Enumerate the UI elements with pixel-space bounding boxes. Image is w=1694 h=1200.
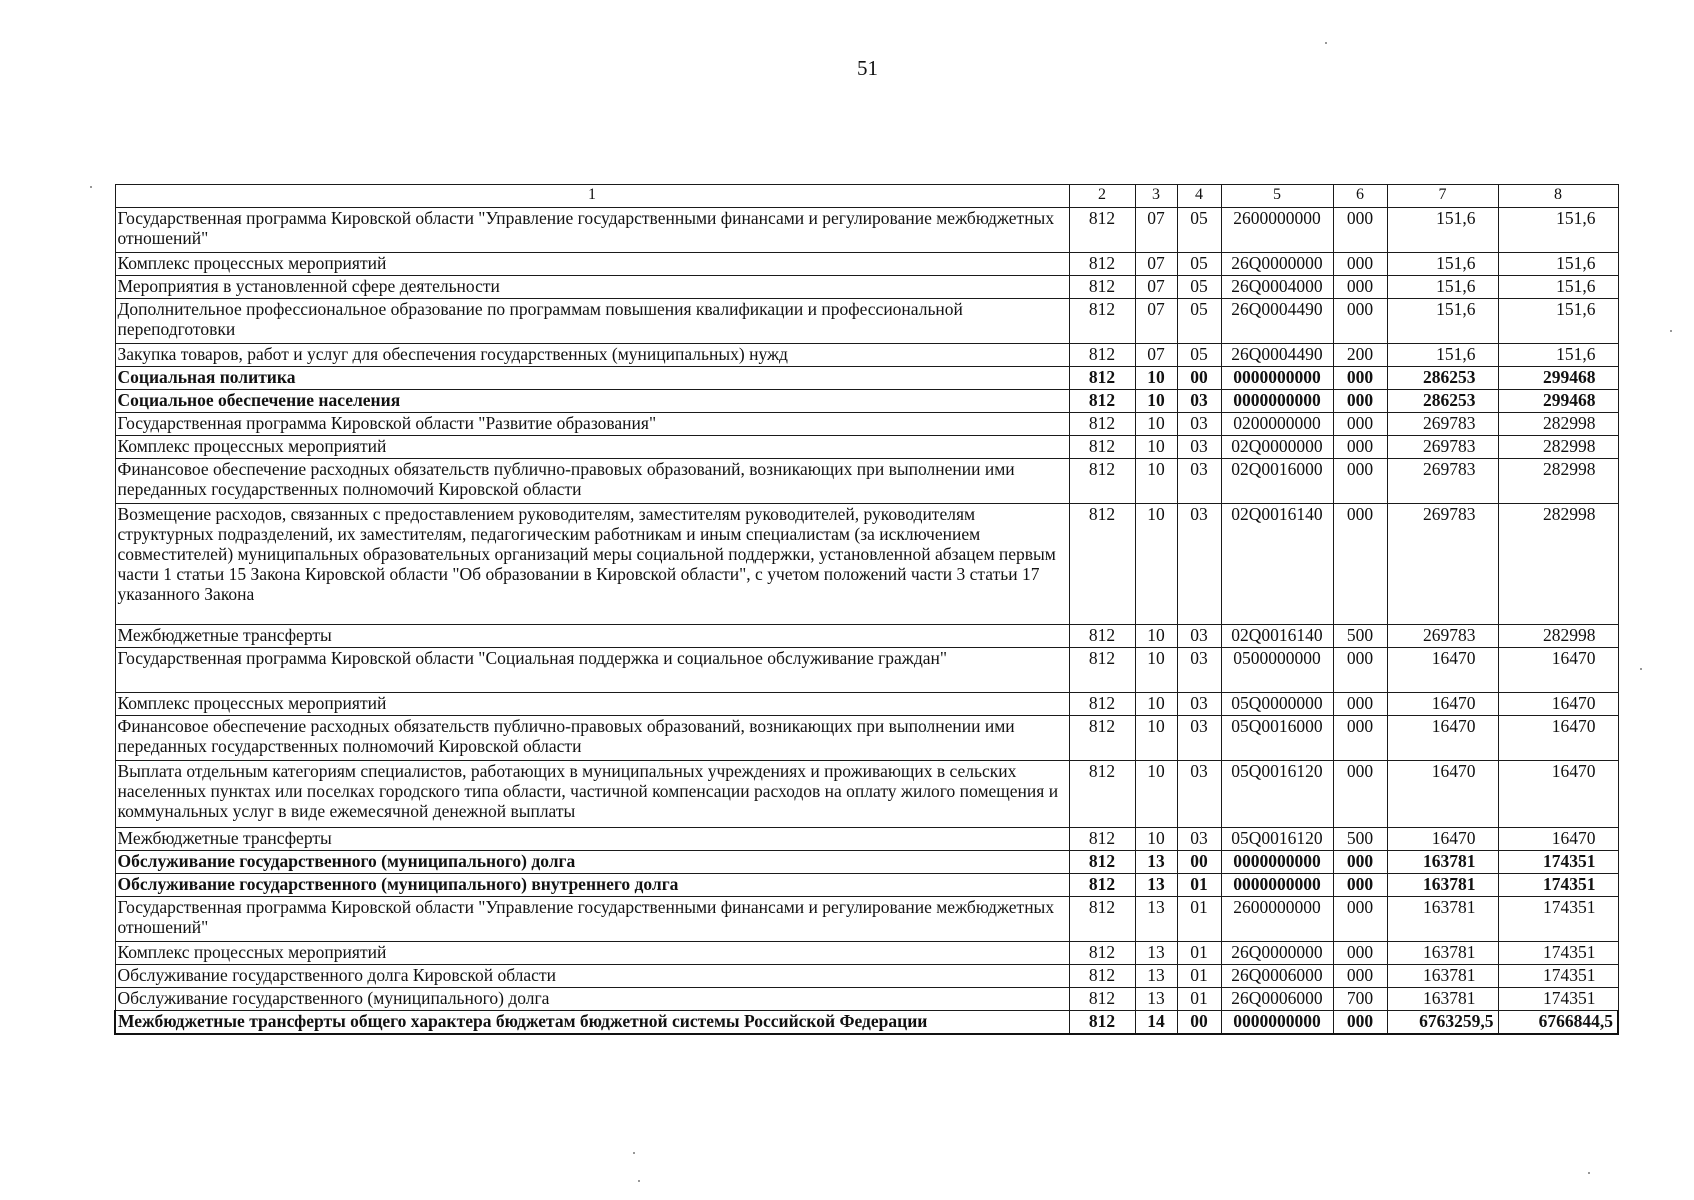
- table-row: [115, 942, 1618, 965]
- cell-target-article: 02Q0016140: [1221, 625, 1333, 648]
- cell-expense-type: 000: [1333, 367, 1387, 390]
- cell-amount-year1: 151,6: [1387, 253, 1498, 276]
- cell-amount-year2: 16470: [1498, 828, 1618, 851]
- cell-subsection: 00: [1177, 367, 1221, 390]
- cell-target-article: 02Q0016000: [1221, 459, 1333, 504]
- cell-name: Комплекс процессных мероприятий: [115, 693, 1069, 716]
- table-row: [115, 828, 1618, 851]
- cell-subsection: 03: [1177, 693, 1221, 716]
- cell-section: 10: [1135, 625, 1177, 648]
- table-row: [115, 625, 1618, 648]
- cell-target-article: 26Q0006000: [1221, 988, 1333, 1011]
- cell-subsection: 03: [1177, 761, 1221, 828]
- cell-section: 07: [1135, 253, 1177, 276]
- cell-admin-code: 812: [1069, 828, 1135, 851]
- cell-subsection: 03: [1177, 459, 1221, 504]
- cell-amount-year2: 282998: [1498, 413, 1618, 436]
- cell-admin-code: 812: [1069, 344, 1135, 367]
- cell-target-article: 0500000000: [1221, 648, 1333, 693]
- cell-name: Обслуживание государственного долга Кировской области: [115, 965, 1069, 988]
- scan-speck: [1325, 42, 1327, 44]
- cell-name: Финансовое обеспечение расходных обязательств публично-правовых образований, возникающих при выполнении ими переданных государственных полномочий Кировской области: [115, 716, 1069, 761]
- cell-target-article: 2600000000: [1221, 208, 1333, 253]
- cell-target-article: 26Q0004490: [1221, 344, 1333, 367]
- cell-amount-year2: 16470: [1498, 693, 1618, 716]
- cell-amount-year2: 174351: [1498, 874, 1618, 897]
- cell-section: 14: [1135, 1011, 1177, 1035]
- cell-admin-code: 812: [1069, 648, 1135, 693]
- cell-admin-code: 812: [1069, 390, 1135, 413]
- table-row: [115, 390, 1618, 413]
- cell-name: Межбюджетные трансферты: [115, 625, 1069, 648]
- cell-amount-year1: 269783: [1387, 413, 1498, 436]
- cell-amount-year2: 16470: [1498, 716, 1618, 761]
- cell-amount-year1: 269783: [1387, 459, 1498, 504]
- cell-amount-year2: 174351: [1498, 988, 1618, 1011]
- cell-admin-code: 812: [1069, 1011, 1135, 1035]
- cell-amount-year1: 286253: [1387, 390, 1498, 413]
- cell-target-article: 02Q0000000: [1221, 436, 1333, 459]
- cell-subsection: 01: [1177, 988, 1221, 1011]
- cell-section: 10: [1135, 413, 1177, 436]
- cell-amount-year2: 299468: [1498, 367, 1618, 390]
- cell-section: 13: [1135, 897, 1177, 942]
- cell-expense-type: 700: [1333, 988, 1387, 1011]
- cell-amount-year2: 151,6: [1498, 276, 1618, 299]
- cell-expense-type: 000: [1333, 1011, 1387, 1035]
- table-row: [115, 276, 1618, 299]
- cell-section: 10: [1135, 459, 1177, 504]
- cell-admin-code: 812: [1069, 436, 1135, 459]
- cell-section: 07: [1135, 208, 1177, 253]
- table-row: [115, 716, 1618, 761]
- cell-expense-type: 500: [1333, 625, 1387, 648]
- cell-section: 13: [1135, 874, 1177, 897]
- cell-name: Дополнительное профессиональное образование по программам повышения квалификации и профессиональной переподготовки: [115, 299, 1069, 344]
- cell-amount-year1: 6763259,5: [1387, 1011, 1498, 1035]
- cell-amount-year1: 151,6: [1387, 299, 1498, 344]
- cell-name: Государственная программа Кировской области "Управление государственными финансами и регулирование межбюджетных отношений": [115, 208, 1069, 253]
- cell-section: 10: [1135, 367, 1177, 390]
- column-header: 1: [115, 185, 1069, 208]
- cell-subsection: 01: [1177, 897, 1221, 942]
- cell-subsection: 03: [1177, 648, 1221, 693]
- cell-section: 07: [1135, 344, 1177, 367]
- cell-amount-year2: 282998: [1498, 459, 1618, 504]
- cell-expense-type: 000: [1333, 965, 1387, 988]
- cell-target-article: 26Q0004000: [1221, 276, 1333, 299]
- cell-amount-year1: 163781: [1387, 851, 1498, 874]
- cell-admin-code: 812: [1069, 988, 1135, 1011]
- cell-admin-code: 812: [1069, 761, 1135, 828]
- scan-speck: [1670, 330, 1672, 332]
- cell-expense-type: 000: [1333, 299, 1387, 344]
- cell-name: Государственная программа Кировской области "Социальная поддержка и социальное обслуживание граждан": [115, 648, 1069, 693]
- table-row: [115, 648, 1618, 693]
- cell-amount-year2: 151,6: [1498, 344, 1618, 367]
- cell-expense-type: 000: [1333, 942, 1387, 965]
- cell-admin-code: 812: [1069, 716, 1135, 761]
- cell-subsection: 03: [1177, 828, 1221, 851]
- cell-section: 10: [1135, 693, 1177, 716]
- cell-amount-year1: 16470: [1387, 761, 1498, 828]
- cell-expense-type: 000: [1333, 413, 1387, 436]
- cell-expense-type: 000: [1333, 874, 1387, 897]
- cell-target-article: 05Q0000000: [1221, 693, 1333, 716]
- cell-amount-year1: 269783: [1387, 504, 1498, 625]
- cell-amount-year2: 16470: [1498, 648, 1618, 693]
- cell-target-article: 26Q0000000: [1221, 253, 1333, 276]
- cell-amount-year1: 163781: [1387, 874, 1498, 897]
- table-row: [115, 897, 1618, 942]
- cell-amount-year1: 269783: [1387, 625, 1498, 648]
- cell-subsection: 05: [1177, 208, 1221, 253]
- cell-amount-year2: 174351: [1498, 897, 1618, 942]
- table-row: [115, 299, 1618, 344]
- cell-admin-code: 812: [1069, 459, 1135, 504]
- table-body: [115, 208, 1618, 1035]
- cell-admin-code: 812: [1069, 874, 1135, 897]
- cell-target-article: 05Q0016000: [1221, 716, 1333, 761]
- cell-name: Выплата отдельным категориям специалистов, работающих в муниципальных учреждениях и проживающих в сельских населенных пунктах или поселках городского типа области, частичной компенсации расходов на оплату жилого помещения и коммунальных услуг в виде ежемесячной денежной выплаты: [115, 761, 1069, 828]
- cell-amount-year1: 151,6: [1387, 208, 1498, 253]
- column-header: 7: [1387, 185, 1498, 208]
- cell-subsection: 03: [1177, 504, 1221, 625]
- cell-admin-code: 812: [1069, 367, 1135, 390]
- cell-target-article: 2600000000: [1221, 897, 1333, 942]
- cell-expense-type: 500: [1333, 828, 1387, 851]
- cell-admin-code: 812: [1069, 504, 1135, 625]
- cell-subsection: 03: [1177, 390, 1221, 413]
- cell-admin-code: 812: [1069, 299, 1135, 344]
- cell-amount-year2: 6766844,5: [1498, 1011, 1618, 1035]
- cell-expense-type: 000: [1333, 459, 1387, 504]
- cell-name: Социальная политика: [115, 367, 1069, 390]
- cell-expense-type: 200: [1333, 344, 1387, 367]
- cell-section: 07: [1135, 299, 1177, 344]
- budget-table: [114, 184, 1619, 1035]
- cell-subsection: 03: [1177, 436, 1221, 459]
- table-row: [115, 436, 1618, 459]
- cell-subsection: 03: [1177, 716, 1221, 761]
- table-row: [115, 459, 1618, 504]
- cell-target-article: 05Q0016120: [1221, 761, 1333, 828]
- cell-target-article: 0000000000: [1221, 1011, 1333, 1035]
- cell-name: Государственная программа Кировской области "Развитие образования": [115, 413, 1069, 436]
- cell-section: 13: [1135, 988, 1177, 1011]
- cell-target-article: 26Q0006000: [1221, 965, 1333, 988]
- cell-amount-year1: 163781: [1387, 942, 1498, 965]
- cell-amount-year2: 282998: [1498, 625, 1618, 648]
- cell-admin-code: 812: [1069, 851, 1135, 874]
- column-number-row: [115, 185, 1618, 208]
- cell-subsection: 00: [1177, 851, 1221, 874]
- cell-admin-code: 812: [1069, 942, 1135, 965]
- cell-target-article: 0000000000: [1221, 390, 1333, 413]
- table-row: [115, 253, 1618, 276]
- cell-subsection: 03: [1177, 625, 1221, 648]
- cell-subsection: 01: [1177, 874, 1221, 897]
- cell-amount-year2: 174351: [1498, 965, 1618, 988]
- scan-speck: [1640, 668, 1642, 670]
- cell-amount-year1: 163781: [1387, 988, 1498, 1011]
- cell-section: 13: [1135, 965, 1177, 988]
- cell-admin-code: 812: [1069, 693, 1135, 716]
- cell-section: 10: [1135, 504, 1177, 625]
- cell-amount-year2: 299468: [1498, 390, 1618, 413]
- cell-amount-year1: 16470: [1387, 648, 1498, 693]
- cell-target-article: 0000000000: [1221, 367, 1333, 390]
- table-row: [115, 851, 1618, 874]
- scan-speck: [90, 186, 92, 188]
- cell-amount-year1: 16470: [1387, 693, 1498, 716]
- column-header: 2: [1069, 185, 1135, 208]
- cell-amount-year2: 174351: [1498, 851, 1618, 874]
- cell-amount-year2: 151,6: [1498, 208, 1618, 253]
- cell-name: Обслуживание государственного (муниципального) внутреннего долга: [115, 874, 1069, 897]
- cell-admin-code: 812: [1069, 625, 1135, 648]
- cell-amount-year2: 151,6: [1498, 299, 1618, 344]
- cell-expense-type: 000: [1333, 253, 1387, 276]
- cell-section: 10: [1135, 828, 1177, 851]
- cell-admin-code: 812: [1069, 897, 1135, 942]
- cell-subsection: 01: [1177, 965, 1221, 988]
- cell-expense-type: 000: [1333, 897, 1387, 942]
- cell-section: 13: [1135, 851, 1177, 874]
- cell-subsection: 05: [1177, 344, 1221, 367]
- cell-name: Закупка товаров, работ и услуг для обеспечения государственных (муниципальных) нужд: [115, 344, 1069, 367]
- cell-name: Межбюджетные трансферты общего характера бюджетам бюджетной системы Российской Федерации: [115, 1011, 1069, 1035]
- cell-section: 10: [1135, 436, 1177, 459]
- cell-section: 10: [1135, 648, 1177, 693]
- cell-subsection: 01: [1177, 942, 1221, 965]
- cell-expense-type: 000: [1333, 648, 1387, 693]
- scan-speck: [638, 1180, 640, 1182]
- cell-amount-year2: 151,6: [1498, 253, 1618, 276]
- cell-name: Возмещение расходов, связанных с предоставлением руководителям, заместителям руководителей, руководителям структурных подразделений, их заместителям, педагогическим работникам и иным специалистам (за исключением совместителей) муниципальных образовательных организаций меры социальной поддержки, установленной абзацем первым части 1 статьи 15 Закона Кировской области "Об образовании в Кировской области", с учетом положений части 3 статьи 17 указанного Закона: [115, 504, 1069, 625]
- cell-expense-type: 000: [1333, 716, 1387, 761]
- cell-section: 10: [1135, 761, 1177, 828]
- cell-subsection: 05: [1177, 299, 1221, 344]
- cell-section: 07: [1135, 276, 1177, 299]
- scan-speck: [633, 1152, 635, 1154]
- cell-target-article: 0000000000: [1221, 874, 1333, 897]
- table-row: [115, 988, 1618, 1011]
- cell-name: Комплекс процессных мероприятий: [115, 253, 1069, 276]
- cell-amount-year2: 174351: [1498, 942, 1618, 965]
- cell-subsection: 05: [1177, 253, 1221, 276]
- column-header: 6: [1333, 185, 1387, 208]
- cell-expense-type: 000: [1333, 276, 1387, 299]
- cell-target-article: 26Q0000000: [1221, 942, 1333, 965]
- cell-name: Комплекс процессных мероприятий: [115, 942, 1069, 965]
- cell-admin-code: 812: [1069, 253, 1135, 276]
- cell-target-article: 26Q0004490: [1221, 299, 1333, 344]
- cell-name: Финансовое обеспечение расходных обязательств публично-правовых образований, возникающих при выполнении ими переданных государственных полномочий Кировской области: [115, 459, 1069, 504]
- cell-name: Государственная программа Кировской области "Управление государственными финансами и регулирование межбюджетных отношений": [115, 897, 1069, 942]
- cell-expense-type: 000: [1333, 390, 1387, 413]
- cell-amount-year1: 286253: [1387, 367, 1498, 390]
- cell-name: Обслуживание государственного (муниципального) долга: [115, 988, 1069, 1011]
- cell-amount-year2: 282998: [1498, 436, 1618, 459]
- cell-section: 10: [1135, 390, 1177, 413]
- cell-admin-code: 812: [1069, 965, 1135, 988]
- cell-subsection: 05: [1177, 276, 1221, 299]
- cell-amount-year2: 16470: [1498, 761, 1618, 828]
- cell-amount-year1: 269783: [1387, 436, 1498, 459]
- table-row: [115, 208, 1618, 253]
- page-number: 51: [857, 56, 878, 80]
- scan-speck: [1588, 1172, 1590, 1174]
- cell-name: Обслуживание государственного (муниципального) долга: [115, 851, 1069, 874]
- table-row: [115, 413, 1618, 436]
- cell-target-article: 0200000000: [1221, 413, 1333, 436]
- cell-section: 13: [1135, 942, 1177, 965]
- table-row: [115, 965, 1618, 988]
- cell-amount-year1: 16470: [1387, 716, 1498, 761]
- cell-expense-type: 000: [1333, 208, 1387, 253]
- cell-name: Комплекс процессных мероприятий: [115, 436, 1069, 459]
- table-row: [115, 693, 1618, 716]
- cell-admin-code: 812: [1069, 413, 1135, 436]
- cell-name: Межбюджетные трансферты: [115, 828, 1069, 851]
- cell-amount-year1: 16470: [1387, 828, 1498, 851]
- cell-target-article: 05Q0016120: [1221, 828, 1333, 851]
- cell-expense-type: 000: [1333, 761, 1387, 828]
- table-row: [115, 761, 1618, 828]
- column-header: 8: [1498, 185, 1618, 208]
- column-header: 4: [1177, 185, 1221, 208]
- cell-name: Мероприятия в установленной сфере деятельности: [115, 276, 1069, 299]
- cell-section: 10: [1135, 716, 1177, 761]
- cell-expense-type: 000: [1333, 851, 1387, 874]
- table-row: [115, 367, 1618, 390]
- cell-name: Социальное обеспечение населения: [115, 390, 1069, 413]
- cell-target-article: 0000000000: [1221, 851, 1333, 874]
- cell-amount-year1: 163781: [1387, 965, 1498, 988]
- table-row: [115, 874, 1618, 897]
- table-row: [115, 1011, 1618, 1035]
- cell-expense-type: 000: [1333, 504, 1387, 625]
- table-row: [115, 344, 1618, 367]
- cell-admin-code: 812: [1069, 208, 1135, 253]
- cell-expense-type: 000: [1333, 693, 1387, 716]
- column-header: 5: [1221, 185, 1333, 208]
- column-header: 3: [1135, 185, 1177, 208]
- cell-amount-year2: 282998: [1498, 504, 1618, 625]
- cell-amount-year1: 151,6: [1387, 344, 1498, 367]
- table-row: [115, 504, 1618, 625]
- cell-target-article: 02Q0016140: [1221, 504, 1333, 625]
- cell-expense-type: 000: [1333, 436, 1387, 459]
- cell-amount-year1: 163781: [1387, 897, 1498, 942]
- cell-admin-code: 812: [1069, 276, 1135, 299]
- cell-subsection: 00: [1177, 1011, 1221, 1035]
- cell-amount-year1: 151,6: [1387, 276, 1498, 299]
- cell-subsection: 03: [1177, 413, 1221, 436]
